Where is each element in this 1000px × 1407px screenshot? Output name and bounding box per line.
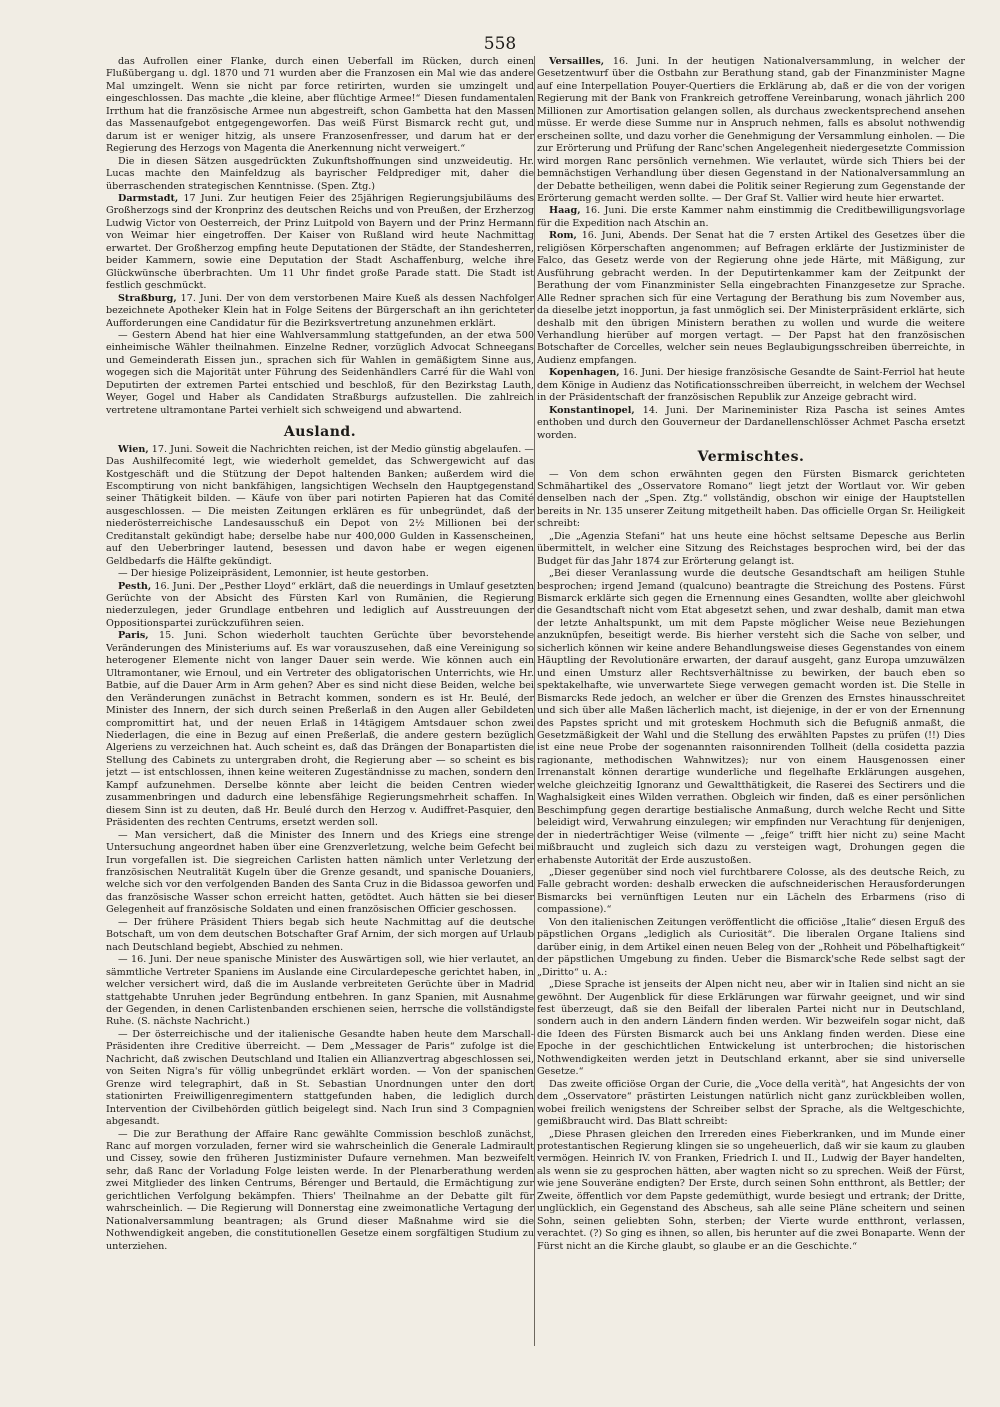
article-paragraph <box>106 156 534 193</box>
article-paragraph <box>537 917 965 979</box>
article-paragraph <box>537 56 965 205</box>
left-column <box>106 56 534 1356</box>
paragraph-text: das Aufrollen einer Flanke, durch einen Ueberfall im Rücken, durch einen Flußübergang u. dgl. 1870 und 71 wurden aber die Franzosen ein Mal wie das andere Mal umzingelt. Wenn sie nicht par force retirirten, wurden sie umzingelt und eingeschlossen. Das machte „die kleine, aber flüchtige Armee!“ Diesen fundamentalen Irrthum hat die französische Armee nun abgestreift, schon Gambetta hat den Massen das Massenaufgebot entgegengeworfen. Das weiß Fürst Bismarck recht gut, und darum ist er weniger hitzig, als unsere Franzosenfresser, und darum hat er der Regierung des Herzogs von Magenta die Anerkennung nicht verweigert.“ <box>106 56 534 155</box>
paragraph-text: — Von dem schon erwähnten gegen den Fürsten Bismarck gerichteten Schmähartikel des „Osservatore Romano“ liegt jetzt der Wortlaut vor. Wir geben denselben nach der „Spen. Ztg.“ vollständig, obschon wir einige der Hauptstellen bereits in Nr. 135 unserer Zeitung mitgetheilt haben. Das officielle Organ Sr. Heiligkeit schreibt: <box>537 468 965 530</box>
paragraph-text: 16. Juni. In der heutigen Nationalversammlung, in welcher der Gesetzentwurf über die Ostbahn zur Berathung stand, gab der Finanzminister Magne auf eine Interpellation Pouyer-Quertiers die Erklärung ab, daß er die von der vorigen Regierung mit der Bank von Frankreich getroffene Vereinbarung, wonach jährlich 200 Millionen zur Amortisation gelangen sollen, als durchaus zweckentsprechend ansehen müsse. Er werde diese Summe nur in Anspruch nehmen, falls es absolut nothwendig erscheinen sollte, und dazu vorher die Genehmigung der Versammlung einholen. — Die zur Erörterung und Prüfung der Ranc'schen Angelegenheit niedergesetzte Commission wird morgen Ranc persönlich vernehmen. Wie verlautet, würde sich Thiers bei der bemnächstigen Verhandlung über diesen Gegenstand in der Nationalversammlung an der Debatte betheiligen, wenn dabei die Politik seiner Regierung zum Gegenstande der Erörterung gemacht werden sollte. — Der Graf St. Vallier wird heute hier erwartet. <box>537 56 965 204</box>
dateline: Straßburg, <box>118 292 177 304</box>
paragraph-text: — 16. Juni. Der neue spanische Minister des Auswärtigen soll, wie hier verlautet, an sämmtliche Vertreter Spaniens im Auslande eine Circulardepesche gerichtet haben, in welcher versichert wird, daß die im Auslande verbreiteten Gerüchte über in Madrid stattgehabte Unruhen jeder Begründung entbehren. In ganz Spanien, mit Ausnahme der Gegenden, in denen Carlistenbanden erschienen seien, herrsche die vollständigste Ruhe. (S. nächste Nachricht.) <box>106 954 534 1028</box>
paragraph-text: — Gestern Abend hat hier eine Wahlversammlung stattgefunden, an der etwa 500 einheimische Wähler theilnahmen. Einzelne Redner, vorzüglich Advocat Schneegans und Gemeinderath Eissen jun., sprachen sich für Wahlen in gemäßigtem Sinne aus, wogegen sich die Majorität unter Führung des Seidenhändlers Carré für die Wahl von Deputirten der extremen Partei entschied und beschloß, für den Bezirkstag Lauth, Weyer, Gogel und Haber als Candidaten Straßburgs aufzustellen. Die zahlreich vertretene ultramontane Partei verhielt sich schweigend und abwartend. <box>106 329 534 416</box>
article-paragraph <box>106 444 534 569</box>
paragraph-text: „Diese Phrasen gleichen den Irrereden eines Fieberkranken, und im Munde einer protestantischen Regierung klingen sie so ungeheuerlich, daß wir sie kaum zu glauben vermögen. Heinrich IV. von Franken, Friedrich I. und II., Ludwig der Bayer handelten, als wenn sie zu gesprochen hätten, aber wagten nicht so zu sprechen. Weiß der Fürst, wie jene Souveräne endigten? Der Erste, durch seinen Sohn entthront, als Bettler; der Zweite, öffentlich vor dem Papste gedemüthigt, wurde besiegt und ertrank; der Dritte, unglücklich, ein Gegenstand des Abscheus, sah alle seine Pläne scheitern und seinen Sohn, seinen geliebten Sohn, sterben; der Vierte wurde entthront, verlassen, verachtet. (?) So ging es ihnen, so allen, bis herunter auf die zwei Bonaparte. Wenn der Fürst nicht an die Kirche glaubt, so glaube er an die Geschichte.“ <box>537 1128 965 1252</box>
paragraph-text: — Man versichert, daß die Minister des Innern und des Kriegs eine strenge Untersuchung angeordnet haben über eine Grenzverletzung, welche beim Gefecht bei Irun vorgefallen ist. Die siegreichen Carlisten hatten nämlich unter Verletzung der französischen Neutralität Kugeln über die Grenze gesandt, und spanische Douaniers, welche sich vor den verfolgenden Banden des Santa Cruz in die Bidassoa geworfen und das französische Wasser schon erreicht hatten, getödtet. Auch hätten sie bei dieser Gelegenheit auf französische Soldaten und einen französischen Officier geschossen. <box>106 829 534 916</box>
paragraph-text: 16. Juni. Der hiesige französische Gesandte de Saint-Ferriol hat heute dem Könige in Audienz das Notificationsschreiben überreicht, in welchem der Wechsel in der Präsidentschaft der französischen Republik zur Anzeige gebracht wird. <box>537 367 965 404</box>
article-paragraph <box>106 293 534 330</box>
article-paragraph <box>106 193 534 293</box>
right-column <box>537 56 965 1356</box>
paragraph-text: 16. Juni, Abends. Der Senat hat die 7 ersten Artikel des Gesetzes über die religiösen Körperschaften angenommen; auf Befragen erklärte der Justizminister de Falco, das Gesetz werde von der Regierung ohne jede Härte, mit Mäßigung, zur Ausführung gebracht werden. In der Deputirtenkammer kam der Zeitpunkt der Berathung der vom Finanzminister Sella eingebrachten Finanzgesetze zur Sprache. Alle Redner sprachen sich für eine Vertagung der Berathung bis zum November aus, da dieselbe jetzt inopportun, ja fast unmöglich sei. Der Ministerpräsident erklärte, sich deshalb mit den übrigen Ministern berathen zu wollen und wurde die weitere Verhandlung hierüber auf morgen vertagt. — Der Papst hat den französischen Botschafter de Corcelles, welcher sein neues Beglaubigungsschreiben überreichte, in Audienz empfangen. <box>537 230 965 366</box>
article-paragraph <box>106 568 534 580</box>
paragraph-text: 17 Juni. Zur heutigen Feier des 25jährigen Regierungsjubiläums des Großherzogs sind der Kronprinz des deutschen Reichs und von Preußen, der Erzherzog Ludwig Victor von Oesterreich, der Prinz Luitpold von Bayern und der Prinz Hermann von Weimar hier eingetroffen. Der Kaiser von Rußland wird heute Nachmittag erwartet. Der Großherzog empfing heute Deputationen der Städte, der Standesherren, beider Kammern, sowie eine Deputation der Stadt Aschaffenburg, welche ihre Glückwünsche überbrachten. Um 11 Uhr findet große Parade statt. Die Stadt ist festlich geschmückt. <box>106 192 534 292</box>
dateline: Haag, <box>549 205 581 217</box>
article-paragraph <box>537 568 965 867</box>
article-paragraph <box>106 630 534 829</box>
column-divider <box>534 56 535 1346</box>
paragraph-text: — Der frühere Präsident Thiers begab sich heute Nachmittag auf die deutsche Botschaft, um von dem deutschen Botschafter Graf Arnim, der sich morgen auf Urlaub nach Deutschland begiebt, Abschied zu nehmen. <box>106 916 534 953</box>
paragraph-text: — Der hiesige Polizeipräsident, Lemonnier, ist heute gestorben. <box>118 568 429 580</box>
paragraph-text: — Der österreichische und der italienische Gesandte haben heute dem Marschall-Präsidenten ihre Creditive überreicht. — Dem „Messager de Paris“ zufolge ist die Nachricht, daß zwischen Deutschland und Italien ein Allianzvertrag abgeschlossen sei, von Seiten Nigra's für völlig unbegründet erklärt worden. — Von der spanischen Grenze wird telegraphirt, daß in St. Sebastian Unordnungen unter den dort stationirten Freiwilligenregimentern stattgefunden haben, die lediglich durch Intervention der Civilbehörden gütlich beigelegt sind. Nach Irun sind 3 Compagnien abgesandt. <box>106 1028 534 1128</box>
article-paragraph <box>106 1029 534 1129</box>
paragraph-text: 17. Juni. Der von dem verstorbenen Maire Kueß als dessen Nachfolger bezeichnete Apotheker Klein hat in Folge Seitens der Bürgerschaft an ihn gerichteter Aufforderungen eine Candidatur für die Bezirksvertretung anzunehmen erklärt. <box>106 292 534 329</box>
paragraph-text: 17. Juni. Soweit die Nachrichten reichen, ist der Medio günstig abgelaufen. — Das Aushilfecomité legt, wie wiederholt gemeldet, das Schwergewicht auf das Kostgeschäft und die Stützung der Depot haltenden Banken; außerdem wird die Escomptirung von nicht bankfähigen, langsichtigen Wechseln den Hauptgegenstand seiner Thätigkeit bilden. — Käufe von über pari notirten Papieren hat das Comité ausgeschlossen. — Die meisten Zeitungen erklären es für unbegründet, daß der niederösterreichische Landesausschuß ein Depot von 2½ Millionen bei der Creditanstalt gekündigt habe; derselbe habe nur 400,000 Gulden in Kassenscheinen, auf den Ueberbringer lautend, besessen und davon habe er wegen eigenen Geldbedarfs die Hälfte gekündigt. <box>106 443 534 567</box>
article-paragraph <box>106 1129 534 1254</box>
article-paragraph <box>537 205 965 230</box>
section-heading: Ausland. <box>283 424 357 441</box>
paragraph-text: 16. Juni. Die erste Kammer nahm einstimmig die Creditbewilligungsvorlage für die Expedition nach Atschin an. <box>537 205 965 229</box>
article-paragraph <box>106 56 534 156</box>
paragraph-text: „Die „Agenzia Stefani“ hat uns heute eine höchst seltsame Depesche aus Berlin übermittelt, in welcher eine Sitzung des Reichstages besprochen wird, bei der das Budget für das Jahr 1874 zur Erörterung gelangt ist. <box>537 530 965 567</box>
paragraph-text: „Bei dieser Veranlassung wurde die deutsche Gesandtschaft am heiligen Stuhle besprochen; irgend Jemand (qualcuno) beantragte die Streichung des Postens. Fürst Bismarck erklärte sich gegen die Ernennung eines Gesandten, wollte aber gleichwohl die Gesandtschaft nicht vom Etat abgesetzt sehen, und zwar deshalb, damit man etwa der letzte Anhaltspunkt, um mit dem Papste möglicher Weise neue Beziehungen anzuknüpfen, beseitigt werde. Bis hierher versteht sich die Sache von selber, und sicherlich können wir keine andere Behandlungsweise dieses Gegenstandes von einem Häuptling der Revolutionäre erwarten, der darauf ausgeht, ganz Europa umzuwälzen und einen Umsturz aller Rechtsverhältnisse zu bewirken, der bauch eben so spektakelhafte, wie unverwartete Siege verwegen gemacht worden ist. Die Stelle in Bismarcks Rede jedoch, an welcher er über die Grenzen des Ernstes hinausschreitet und sich über alle Maßen lächerlich macht, ist diejenige, in der er von der Ernennung des Papstes spricht und mit groteskem Hochmuth sich die Befugniß anmaßt, die Gesetzmäßigkeit der Wahl und die Stellung des erwählten Papstes zu prüfen (!!) Dies ist eine neue Probe der sogenannten raisonnirenden Tollheit (della cosidetta pazzia ragionante, methodischen Wahnwitzes); nur von einem Hausgenossen einer Irrenanstalt können derartige wunderliche und flegelhafte Erklärungen ausgehen, welche gleichzeitig Ignoranz und Gewaltthätigkeit, die Raserei des Sectirers und die Waghalsigkeit eines Wilden verrathen. Obgleich wir finden, daß es einer persönlichen Beschimpfung gegen derartige bestialische Anmaßung, durch welche Recht und Sitte beleidigt wird, Verwahrung einzulegen; wir empfinden nur Verachtung für denjenigen, der in niederträchtiger Weise (vilmente — „feige“ trifft hier nicht zu) seine Macht mißbraucht und zugleich sich dazu zu versteigen wagt, Drohungen gegen die erhabenste Autorität der Erde auszustoßen. <box>537 568 965 866</box>
article-paragraph <box>537 1129 965 1254</box>
paragraph-text: „Diese Sprache ist jenseits der Alpen nicht neu, aber wir in Italien sind nicht an sie gewöhnt. Der Augenblick für diese Erklärungen war fürwahr geeignet, und wir sind fest überzeugt, daß sie den Beifall der liberalen Partei nicht nur in Deutschland, sondern auch in den andern Ländern finden werden. Wir bezweifeln sogar nicht, daß die Ideen des Fürsten Bismarck auch bei uns Anklang finden werden. Diese eine Epoche in der geschichtlichen Entwickelung ist unterbrochen; die historischen Nothwendigkeiten werden jetzt in Deutschland erkannt, aber sie sind universelle Gesetze.“ <box>537 979 965 1078</box>
paragraph-text: Das zweite officiöse Organ der Curie, die „Voce della verità“, hat Angesichts der von dem „Osservatore“ prästirten Leistungen natürlich nicht ganz zurückbleiben wollen, wobei freilich wenigstens der Schreiber selbst der Sprache, als die Weltgeschichte, gemißbraucht wird. Das Blatt schreibt: <box>537 1078 965 1128</box>
paragraph-text: 14. Juni. Der Marineminister Riza Pascha ist seines Amtes enthoben und durch den Gouverneur der Dardanellenschlösser Achmet Pascha ersetzt worden. <box>537 404 965 441</box>
dateline: Darmstadt, <box>118 192 179 204</box>
dateline: Kopenhagen, <box>549 367 620 379</box>
article-paragraph <box>537 979 965 1079</box>
dateline: Konstantinopel, <box>549 404 635 416</box>
article-paragraph <box>106 581 534 631</box>
paragraph-text: „Dieser gegenüber sind noch viel furchtbarere Colosse, als des deutsche Reich, zu Falle gebracht worden: deshalb erwecken die aufschneiderischen Herausforderungen Bismarcks bei vernünftigen Leuten nur ein Lächeln des Erbarmens (riso di compassione).“ <box>537 867 965 916</box>
article-paragraph <box>106 917 534 954</box>
paragraph-text: 15. Juni. Schon wiederholt tauchten Gerüchte über bevorstehende Veränderungen des Ministeriums auf. Es war vorauszusehen, daß eine Vereinigung so heterogener Elemente nicht von langer Dauer sein werde. Wie können auch ein Ultramontaner, wie Ernoul, und ein Vertreter des obligatorischen Unterrichts, wie Hr. Batbie, auf die Dauer Arm in Arm gehen? Aber es sind nicht diese Beiden, welche bei den Veränderungen zunächst in Betracht kommen, sondern es ist Hr. Beulé, der Minister des Innern, der sich durch seinen Preßerlaß in den Augen aller Gebildeten compromittirt hat, und der neuen Erlaß in 14tägigem Amtsdauer schon zwei Niederlagen, die eine in Bezug auf einen Preßerlaß, die andere gestern bezüglich Algeriens zu verzeichnen hat. Auch scheint es, daß das Drängen der Bonapartisten die Stellung des Cabinets zu untergraben droht, die Regierung aber — so scheint es bis jetzt — ist entschlossen, ihnen keine weiteren Zugeständnisse zu machen, sondern den Kampf aufzunehmen. Derselbe könnte aber leicht die beiden Centren wieder zusammenbringen und dadurch eine lebensfähige Regierungsmehrheit schaffen. In diesem Sinn ist zu deuten, daß Hr. Beulé durch den Herzog v. Audiffret-Pasquier, den Präsidenten des rechten Centrums, ersetzt werden soll. <box>106 630 534 829</box>
article-paragraph <box>537 531 965 568</box>
article-paragraph <box>537 367 965 404</box>
dateline: Wien, <box>118 443 149 455</box>
paragraph-text: 16. Juni. Der „Pesther Lloyd“ erklärt, daß die neuerdings in Umlauf gesetzten Gerüchte von der Absicht des Fürsten Karl von Rumänien, die Regierung niederzulegen, jeder Grundlage entbehren und lediglich auf Ausstreuungen der Oppositionspartei zurückzuführen seien. <box>106 580 534 629</box>
dateline: Rom, <box>549 230 577 242</box>
article-paragraph <box>106 830 534 917</box>
dateline: Versailles, <box>549 56 605 67</box>
paragraph-text: Von den italienischen Zeitungen veröffentlicht die officiöse „Italie“ diesen Erguß des päpstlichen Organs „lediglich als Curiosität“. Die liberalen Organe Italiens sind darüber einig, in dem Artikel einen neuen Beleg von der „Rohheit und Pöbelhaftigkeit“ der päpstlichen Umgebung zu finden. Ueber die Bismarck'sche Rede selbst sagt der „Diritto“ u. A.: <box>537 916 965 978</box>
article-paragraph <box>106 954 534 1029</box>
article-paragraph <box>537 867 965 917</box>
article-paragraph <box>537 405 965 442</box>
paragraph-text: — Die zur Berathung der Affaire Ranc gewählte Commission beschloß zunächst, Ranc auf morgen vorzuladen, ferner wird sie wahrscheinlich die Generale Ladmirault und Cissey, sowie den früheren Justizminister Dufaure vernehmen. Man bezweifelt sehr, daß Ranc der Vorladung Folge leisten werde. In der Plenarberathung werden zwei Mitglieder des linken Centrums, Bérenger und Bertauld, die Ermächtigung zur gerichtlichen Verfolgung bekämpfen. Thiers' Theilnahme an der Debatte gilt für wahrscheinlich. — Die Regierung will Donnerstag eine zweimonatliche Vertagung der Nationalversammlung beantragen; als Grund dieser Maßnahme wird sie die Nothwendigkeit angeben, die constitutionellen Gesetze einem sorgfältigen Studium zu unterziehen. <box>106 1128 534 1252</box>
paragraph-text: Die in diesen Sätzen ausgedrückten Zukunftshoffnungen sind unzweideutig. Hr. Lucas machte den Mainfeldzug als bayrischer Feldprediger mit, daher die überraschenden strategischen Kenntnisse. (Spen. Ztg.) <box>106 155 534 192</box>
article-paragraph <box>537 230 965 367</box>
article-paragraph <box>537 1079 965 1129</box>
article-paragraph <box>106 330 534 417</box>
dateline: Paris, <box>118 630 149 642</box>
section-heading: Vermischtes. <box>697 449 805 466</box>
article-paragraph <box>537 469 965 531</box>
dateline: Pesth, <box>118 580 152 592</box>
page-number: 558 <box>483 34 517 54</box>
